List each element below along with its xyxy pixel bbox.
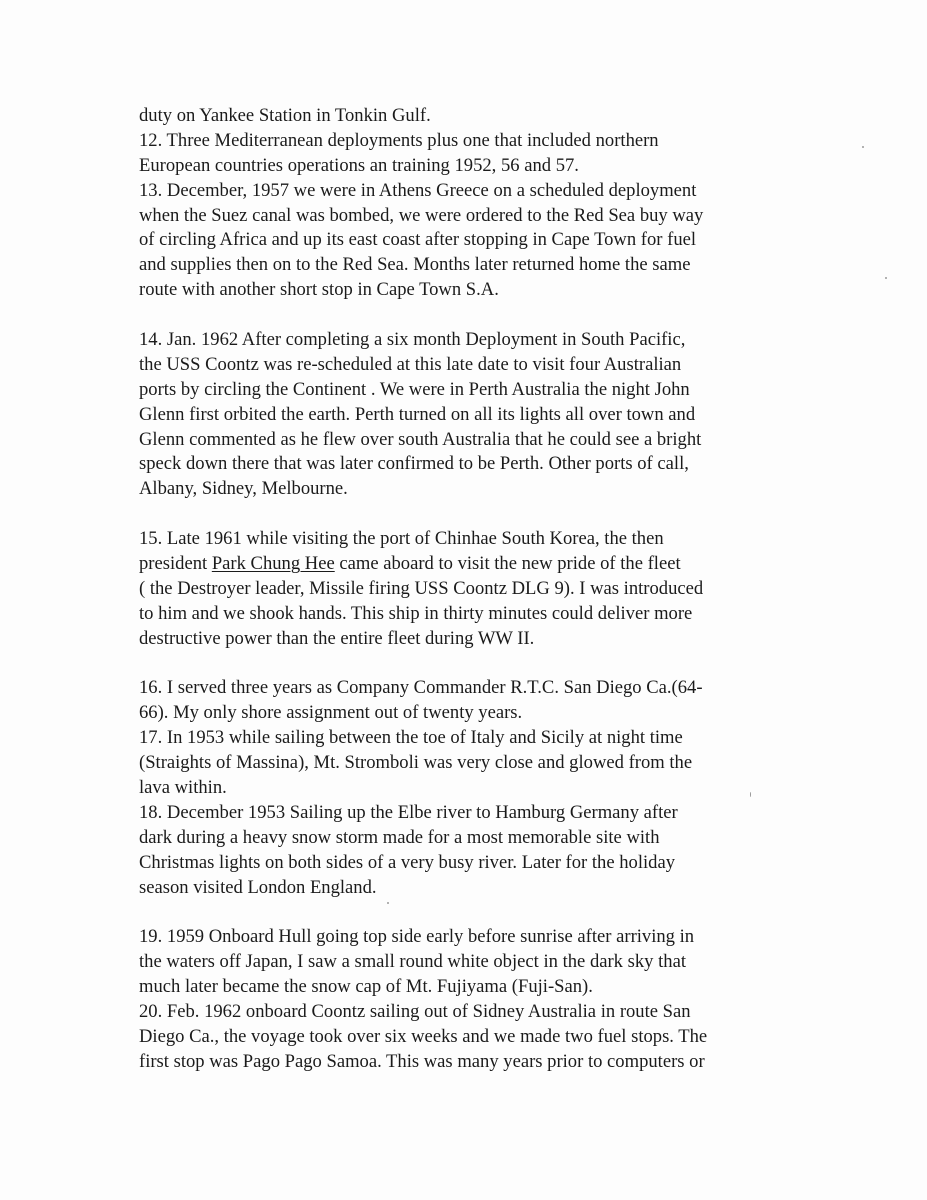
text-line: the USS Coontz was re-scheduled at this late date to visit four Australian [139,353,682,375]
paragraph-gap [139,901,799,926]
text-line: 66). My only shore assignment out of twenty years. [139,702,523,724]
paragraph-p-16 [139,676,799,726]
paragraph-p-19 [139,925,799,1000]
text-line: Christmas lights on both sides of a very busy river. Later for the holiday [139,851,676,873]
text-line: of circling Africa and up its east coast after stopping in Cape Town for fuel [139,229,697,251]
document-body [139,104,799,1075]
text-line: duty on Yankee Station in Tonkin Gulf. [139,105,431,126]
scan-speck [862,146,864,148]
paragraph-p-11-cont [139,104,799,129]
text-line: much later became the snow cap of Mt. Fujiyama (Fuji-San). [139,976,593,998]
text-line: lava within. [139,777,227,799]
text-line: Albany, Sidney, Melbourne. [139,478,348,500]
text-line [139,552,799,577]
text-line: 18. December 1953 Sailing up the Elbe river to Hamburg Germany after [139,801,678,823]
text-line: 19. 1959 Onboard Hull going top side early before sunrise after arriving in [139,926,695,948]
paragraph-p-14 [139,328,799,502]
text-line: Glenn first orbited the earth. Perth turned on all its lights all over town and [139,403,696,425]
text-line: 13. December, 1957 we were in Athens Greece on a scheduled deployment [139,179,697,201]
text-line: 17. In 1953 while sailing between the toe of Italy and Sicily at night time [139,727,683,749]
paragraph-gap [139,303,799,328]
text-line: and supplies then on to the Red Sea. Months later returned home the same [139,254,691,276]
scan-speck [885,277,887,279]
text-line: destructive power than the entire fleet during WW II. [139,627,535,649]
text-line: Glenn commented as he flew over south Australia that he could see a bright [139,428,702,450]
text-line: dark during a heavy snow storm made for a most memorable site with [139,826,660,848]
text-line: 20. Feb. 1962 onboard Coontz sailing out of Sidney Australia in route San [139,1001,691,1023]
text-line: route with another short stop in Cape Town S.A. [139,279,499,301]
paragraph-gap [139,502,799,527]
text-line: to him and we shook hands. This ship in thirty minutes could deliver more [139,602,693,624]
paragraph-p-12 [139,129,799,179]
text-line: (Straights of Massina), Mt. Stromboli was very close and glowed from the [139,752,693,774]
paragraph-p-20 [139,1000,799,1075]
paragraph-p-18 [139,801,799,901]
paragraph-gap [139,652,799,677]
text-run: came aboard to visit the new pride of the fleet [334,553,681,575]
text-line: 12. Three Mediterranean deployments plus one that included northern [139,129,659,151]
text-line: when the Suez canal was bombed, we were ordered to the Red Sea buy way [139,204,704,226]
text-line: ports by circling the Continent . We were in Perth Australia the night John [139,378,690,400]
underlined-name: Park Chung Hee [211,553,335,575]
text-line: Diego Ca., the voyage took over six weeks and we made two fuel stops. The [139,1025,708,1047]
text-line: ( the Destroyer leader, Missile firing USS Coontz DLG 9). I was introduced [139,577,704,599]
text-line: 15. Late 1961 while visiting the port of Chinhae South Korea, the then [139,528,664,550]
paragraph-p-13 [139,179,799,303]
text-line: speck down there that was later confirmed to be Perth. Other ports of call, [139,453,689,475]
text-line: 16. I served three years as Company Commander R.T.C. San Diego Ca.(64- [139,677,703,699]
text-run: president [139,553,212,575]
text-line: season visited London England. [139,876,377,898]
paragraph-p-15 [139,527,799,651]
text-line: the waters off Japan, I saw a small round white object in the dark sky that [139,951,686,973]
text-line: first stop was Pago Pago Samoa. This was many years prior to computers or [139,1050,705,1072]
paragraph-p-17 [139,726,799,801]
text-line: 14. Jan. 1962 After completing a six month Deployment in South Pacific, [139,329,686,351]
text-line: European countries operations an training 1952, 56 and 57. [139,154,579,176]
